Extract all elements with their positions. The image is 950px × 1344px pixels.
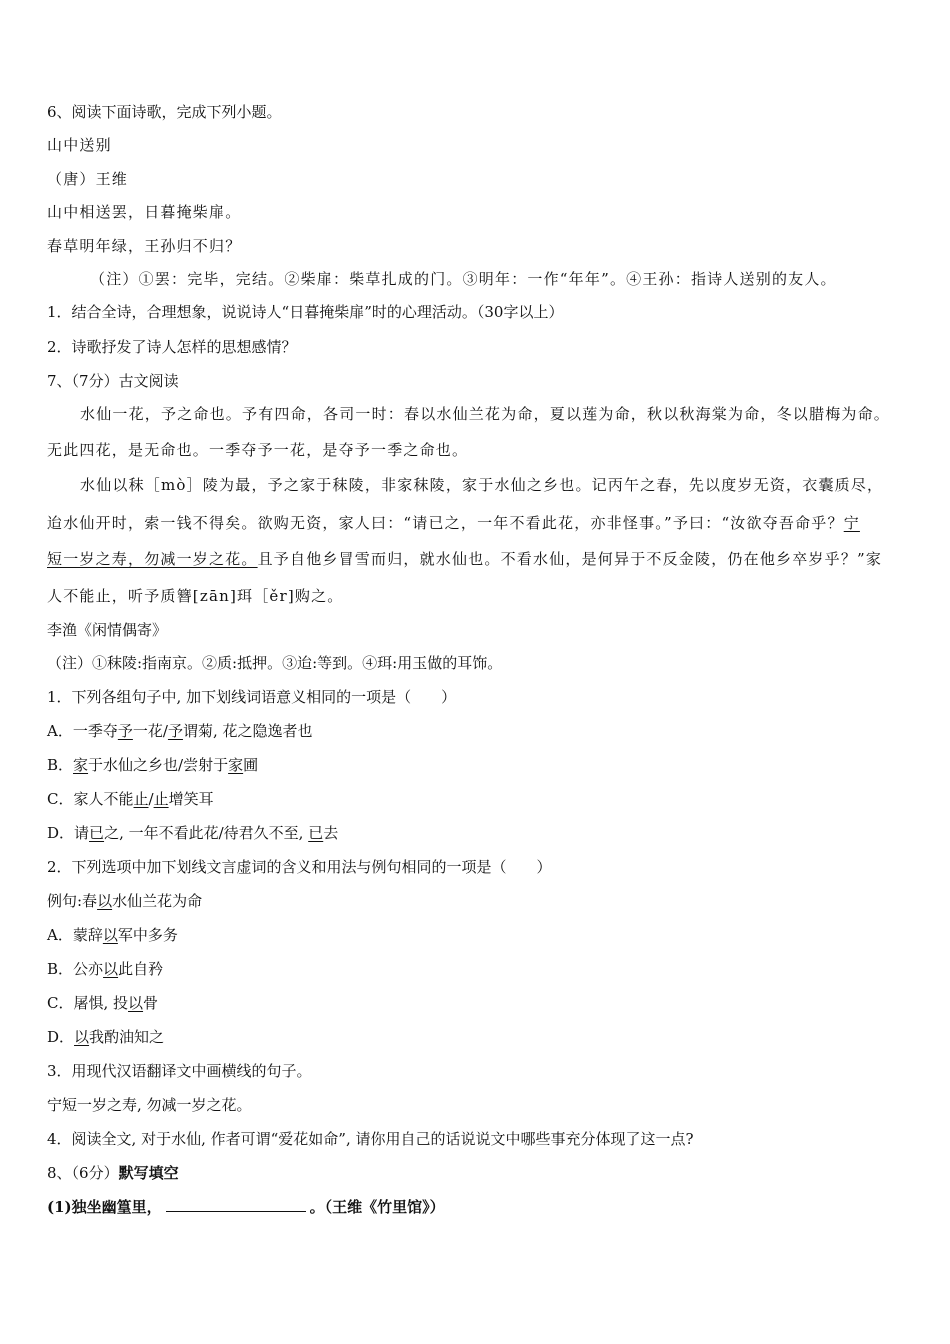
option-label: C． [47,790,74,808]
q6-subquestion-1: 1．结合全诗，合理想象，说说诗人“日暮掩柴扉”时的心理活动。（30字以上） [47,303,564,321]
underlined-word: 止 [153,790,169,808]
option-text: 公亦 [73,960,104,978]
q7-subquestion-1: 1．下列各组句子中, 加下划线词语意义相同的一项是（ ） [47,688,457,706]
option-text: 蒙辞 [72,926,103,944]
underlined-word: 家 [73,756,89,774]
heading-prefix: 8、（6分） [47,1164,119,1182]
option-label: B． [47,960,74,978]
q7-sub2-option-b [47,958,163,980]
option-text: 谓菊, 花之隐逸者也 [182,722,313,740]
underlined-sentence: 短一岁之寿，勿减一岁之花。 [47,550,258,568]
underlined-word: 以 [103,960,119,978]
q7-sub1-option-a [47,720,313,742]
item-text: (1)独坐幽篁里， [47,1198,162,1216]
q7-sub2-option-a [47,924,178,946]
option-label: A． [47,926,73,944]
question-8-heading [47,1162,179,1184]
item-text: 。（王维《竹里馆》） [309,1198,445,1216]
q7-subquestion-2: 2．下列选项中加下划线文言虚词的含义和用法与例句相同的一项是（ ） [47,858,552,876]
question-7-heading: 7、（7分）古文阅读 [47,372,179,390]
example-text: 水仙兰花为命 [112,892,203,910]
fill-in-blank[interactable] [166,1197,306,1212]
underlined-word: 以 [102,926,118,944]
underlined-word: 家 [228,756,244,774]
option-text: 屠惧, 投 [73,994,129,1012]
option-text: 我酌油知之 [89,1028,165,1046]
q7-sub1-option-c [47,788,214,810]
q7-sub1-option-d [47,822,338,844]
q7-sub1-option-b [47,754,258,776]
option-text: 一季夺 [72,722,118,740]
option-text: / [148,790,154,808]
option-text: 军中多务 [117,926,178,944]
q6-subquestion-2: 2．诗歌抒发了诗人怎样的思想感情？ [47,338,297,356]
q7-subquestion-4: 4．阅读全文, 对于水仙, 作者可谓“爱花如命”, 请你用自己的话说说文中哪些事充分体现了这一点? [47,1130,694,1148]
q7-sub2-example [47,890,202,912]
option-text: 骨 [143,994,159,1012]
option-label: A． [47,722,73,740]
poem-note: （注）①罢：完毕，完结。②柴扉：柴草扎成的门。③明年：一作“年年”。④王孙：指诗人送别的友人。 [90,270,837,288]
option-text: 之, 一年不看此花/待君久不至, [104,824,309,842]
poem-line-2: 春草明年绿，王孙归不归？ [47,237,242,255]
underlined-sentence: 宁 [843,514,860,532]
option-label: D． [47,1028,75,1046]
option-text: 请 [74,824,90,842]
passage-p2-line-2 [47,512,860,534]
passage-source: 李渔《闲情偶寄》 [47,621,168,639]
option-text: 于水仙之乡也/尝射于 [88,756,229,774]
underlined-word: 止 [133,790,149,808]
q7-subquestion-3: 3．用现代汉语翻译文中画横线的句子。 [47,1062,312,1080]
underlined-word: 已 [89,824,105,842]
example-text: 例句:春 [47,892,98,910]
passage-p2-line-3 [47,548,882,570]
option-text: 去 [323,824,339,842]
underlined-word: 以 [128,994,144,1012]
q7-sub3-sentence: 宁短一岁之寿, 勿减一岁之花。 [47,1096,252,1114]
passage-p1-line-2: 无此四花，是无命也。一季夺予一花，是夺予一季之命也。 [47,441,469,459]
underlined-word: 以 [97,892,113,910]
passage-text: 且予自他乡冒雪而归，就水仙也。不看水仙，是何异于不反金陵，仍在他乡卒岁乎？”家 [257,550,883,568]
underlined-word: 以 [74,1028,90,1046]
passage-p2-line-4: 人不能止，听予质簪[zān]珥［ěr]购之。 [47,587,344,605]
option-label: B． [47,756,74,774]
option-text: 增笑耳 [168,790,214,808]
underlined-word: 予 [167,722,183,740]
poem-line-1: 山中相送罢，日暮掩柴扉。 [47,203,242,221]
option-text: 此自矜 [118,960,164,978]
option-text: 一花/ [132,722,168,740]
q8-item-1 [47,1196,445,1218]
option-label: C． [47,994,74,1012]
passage-p2-line-1: 水仙以秣［mò］陵为最，予之家于秣陵，非家秣陵，家于水仙之乡也。记丙午之春，先以度岁无资，衣囊质尽， [80,476,884,494]
option-label: D． [47,824,75,842]
option-text: 圃 [243,756,259,774]
passage-note: （注）①秣陵:指南京。②质:抵押。③迨:等到。④珥:用玉做的耳饰。 [47,654,503,672]
option-text: 家人不能 [73,790,134,808]
q7-sub2-option-d [47,1026,164,1048]
poem-title: 山中送别 [47,136,112,154]
question-6-heading: 6、阅读下面诗歌，完成下列小题。 [47,103,282,121]
passage-text: 迨水仙开时，索一钱不得矣。欲购无资，家人曰：“请已之，一年不看此花，亦非怪事。”予曰：“汝欲夺吾命乎？ [47,514,844,532]
heading-bold: 默写填空 [118,1164,179,1182]
poem-author: （唐）王维 [47,170,129,188]
q7-sub2-option-c [47,992,158,1014]
underlined-word: 已 [308,824,324,842]
underlined-word: 予 [117,722,133,740]
passage-p1-line-1: 水仙一花，予之命也。予有四命，各司一时：春以水仙兰花为命，夏以莲为命，秋以秋海棠为命，冬以腊梅为命。 [80,405,891,423]
